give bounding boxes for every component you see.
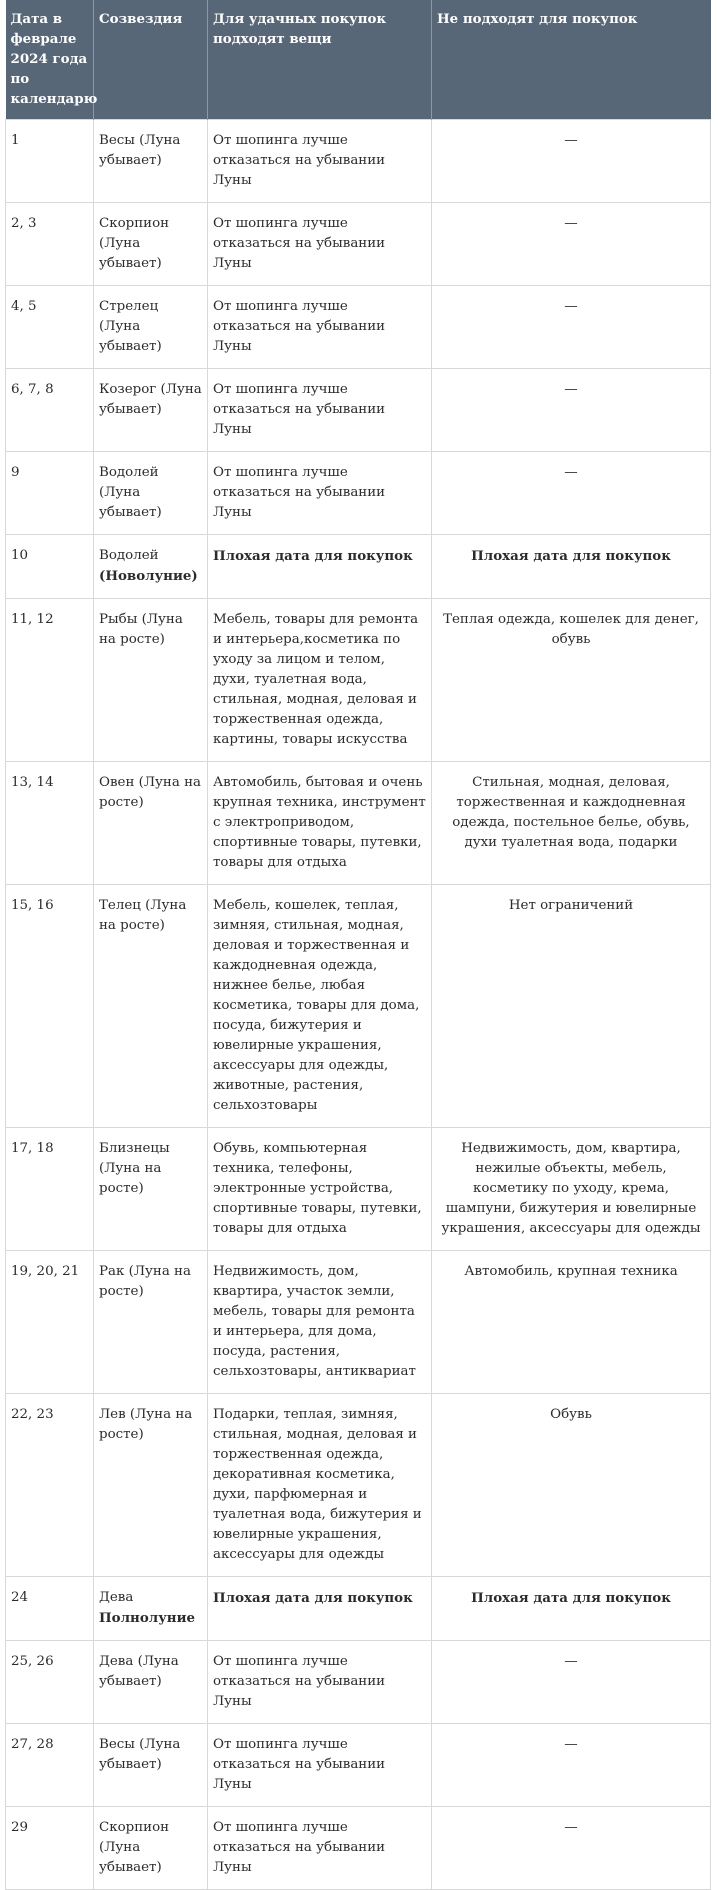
header-date: Дата в феврале 2024 года по календарю [6, 0, 94, 120]
cell-sign [94, 1641, 208, 1724]
table-row [6, 1251, 711, 1394]
bad-text: — [564, 133, 578, 148]
header-sign: Созвездия [94, 0, 208, 120]
table-row [6, 535, 711, 599]
cell-date: 29 [6, 1807, 94, 1890]
sign-text: Весы (Луна убывает) [99, 133, 181, 168]
cell-date: 15, 16 [6, 885, 94, 1128]
cell-date: 22, 23 [6, 1394, 94, 1577]
cell-sign [94, 286, 208, 369]
good-text: Плохая дата для покупок [213, 548, 413, 564]
cell-good [208, 286, 432, 369]
sign-text: Весы (Луна убывает) [99, 1737, 181, 1772]
moon-phase-label: Полнолуние [99, 1610, 196, 1626]
bad-text: — [564, 299, 578, 314]
sign-text: Рак (Луна на росте) [99, 1264, 191, 1299]
cell-good [208, 203, 432, 286]
bad-text: Стильная, модная, деловая, торжественная и каждодневная одежда, постельное белье, обувь, духи туалетная вода, подарки [452, 775, 690, 850]
sign-text: Дева [99, 1590, 134, 1605]
cell-good [208, 885, 432, 1128]
cell-date: 17, 18 [6, 1128, 94, 1251]
cell-date: 11, 12 [6, 599, 94, 762]
cell-date: 1 [6, 120, 94, 203]
good-text: От шопинга лучше отказаться на убывании Луны [213, 465, 386, 520]
bad-text: — [564, 1820, 578, 1835]
sign-text: Стрелец (Луна убывает) [99, 299, 162, 354]
cell-good [208, 1807, 432, 1890]
good-text: От шопинга лучше отказаться на убывании Луны [213, 1654, 386, 1709]
sign-text: Близнецы (Луна на росте) [99, 1141, 170, 1196]
good-text: От шопинга лучше отказаться на убывании Луны [213, 299, 386, 354]
table-row [6, 599, 711, 762]
header-good: Для удачных покупок подходят вещи [208, 0, 432, 120]
good-text: Недвижимость, дом, квартира, участок земли, мебель, товары для ремонта и интерьера, для дома, посуда, растения, сельхозтовары, антиквариат [213, 1264, 416, 1379]
sign-text: Водолей (Луна убывает) [99, 465, 162, 520]
sign-text: Телец (Луна на росте) [99, 898, 187, 933]
table-row [6, 1807, 711, 1890]
good-text: Мебель, товары для ремонта и интерьера,косметика по уходу за лицом и телом, духи, туалетная вода, стильная, модная, деловая и торжественная одежда, картины, товары искусства [213, 612, 419, 747]
table-row [6, 369, 711, 452]
cell-date: 6, 7, 8 [6, 369, 94, 452]
table-row [6, 1641, 711, 1724]
cell-bad [432, 535, 711, 599]
cell-sign [94, 1807, 208, 1890]
cell-sign [94, 762, 208, 885]
sign-text: Козерог (Луна убывает) [99, 382, 202, 417]
cell-good [208, 452, 432, 535]
sign-text: Скорпион (Луна убывает) [99, 216, 170, 271]
header-bad: Не подходят для покупок [432, 0, 711, 120]
sign-text: Дева (Луна убывает) [99, 1654, 179, 1689]
cell-bad [432, 1641, 711, 1724]
good-text: От шопинга лучше отказаться на убывании Луны [213, 133, 386, 188]
cell-good [208, 1394, 432, 1577]
cell-bad [432, 369, 711, 452]
cell-bad [432, 203, 711, 286]
table-row [6, 1394, 711, 1577]
bad-text: — [564, 1654, 578, 1669]
sign-text: Водолей [99, 548, 159, 563]
sign-text: Овен (Луна на росте) [99, 775, 201, 810]
cell-bad [432, 1394, 711, 1577]
cell-sign [94, 1577, 208, 1641]
bad-text: Недвижимость, дом, квартира, нежилые объекты, мебель, косметику по уходу, крема, шампуни, бижутерия и ювелирные украшения, аксессуары для одежды [441, 1141, 701, 1236]
good-text: Обувь, компьютерная техника, телефоны, электронные устройства, спортивные товары, путевки, товары для отдыха [213, 1141, 422, 1236]
cell-sign [94, 203, 208, 286]
cell-good [208, 535, 432, 599]
table-row [6, 120, 711, 203]
cell-good [208, 762, 432, 885]
good-text: От шопинга лучше отказаться на убывании Луны [213, 1737, 386, 1792]
cell-sign [94, 599, 208, 762]
cell-sign [94, 1128, 208, 1251]
bad-text: Обувь [550, 1407, 592, 1422]
cell-sign [94, 885, 208, 1128]
cell-sign [94, 1724, 208, 1807]
table-row [6, 452, 711, 535]
cell-bad [432, 286, 711, 369]
cell-date: 25, 26 [6, 1641, 94, 1724]
table-row [6, 1577, 711, 1641]
good-text: Подарки, теплая, зимняя, стильная, модная, деловая и торжественная одежда, декоративная косметика, духи, парфюмерная и туалетная вода, бижутерия и ювелирные украшения, аксессуары для одежды [213, 1407, 422, 1562]
table-body [6, 120, 711, 1890]
table-header-row [6, 0, 711, 120]
cell-bad [432, 1724, 711, 1807]
bad-text: — [564, 216, 578, 231]
cell-sign [94, 1394, 208, 1577]
bad-text: Теплая одежда, кошелек для денег, обувь [443, 612, 699, 647]
cell-date: 2, 3 [6, 203, 94, 286]
cell-good [208, 120, 432, 203]
cell-bad [432, 452, 711, 535]
cell-sign [94, 120, 208, 203]
bad-text: Плохая дата для покупок [471, 1590, 671, 1606]
moon-phase-label: (Новолуние) [99, 568, 198, 584]
cell-date: 9 [6, 452, 94, 535]
cell-bad [432, 599, 711, 762]
cell-bad [432, 1251, 711, 1394]
cell-sign [94, 535, 208, 599]
cell-bad [432, 1807, 711, 1890]
table-row [6, 885, 711, 1128]
bad-text: — [564, 465, 578, 480]
good-text: От шопинга лучше отказаться на убывании Луны [213, 382, 386, 437]
cell-sign [94, 452, 208, 535]
cell-good [208, 1128, 432, 1251]
bad-text: — [564, 1737, 578, 1752]
table-row [6, 1724, 711, 1807]
shopping-calendar-table [5, 0, 711, 1890]
cell-sign [94, 369, 208, 452]
cell-bad [432, 1128, 711, 1251]
sign-text: Рыбы (Луна на росте) [99, 612, 183, 647]
cell-date: 27, 28 [6, 1724, 94, 1807]
table-row [6, 762, 711, 885]
cell-good [208, 1641, 432, 1724]
bad-text: Плохая дата для покупок [471, 548, 671, 564]
cell-good [208, 1577, 432, 1641]
table-row [6, 1128, 711, 1251]
table-row [6, 203, 711, 286]
cell-good [208, 1724, 432, 1807]
good-text: Плохая дата для покупок [213, 1590, 413, 1606]
table-row [6, 286, 711, 369]
cell-sign [94, 1251, 208, 1394]
cell-good [208, 1251, 432, 1394]
good-text: От шопинга лучше отказаться на убывании Луны [213, 216, 386, 271]
sign-text: Лев (Луна на росте) [99, 1407, 193, 1442]
cell-bad [432, 1577, 711, 1641]
cell-date: 4, 5 [6, 286, 94, 369]
bad-text: — [564, 382, 578, 397]
cell-good [208, 369, 432, 452]
good-text: От шопинга лучше отказаться на убывании Луны [213, 1820, 386, 1875]
good-text: Мебель, кошелек, теплая, зимняя, стильная, модная, деловая и торжественная и каждодневная одежда, нижнее белье, любая косметика, товары для дома, посуда, бижутерия и ювелирные украшения, аксессуары для одежды, животные, растения, сельхозтовары [213, 898, 420, 1113]
cell-date: 19, 20, 21 [6, 1251, 94, 1394]
cell-bad [432, 885, 711, 1128]
bad-text: Нет ограничений [508, 898, 634, 913]
cell-bad [432, 762, 711, 885]
cell-date: 13, 14 [6, 762, 94, 885]
bad-text: Автомобиль, крупная техника [464, 1264, 678, 1279]
cell-good [208, 599, 432, 762]
sign-text: Скорпион (Луна убывает) [99, 1820, 170, 1875]
cell-bad [432, 120, 711, 203]
cell-date: 24 [6, 1577, 94, 1641]
good-text: Автомобиль, бытовая и очень крупная техника, инструмент с электроприводом, спортивные товары, путевки, товары для отдыха [213, 775, 426, 870]
cell-date: 10 [6, 535, 94, 599]
